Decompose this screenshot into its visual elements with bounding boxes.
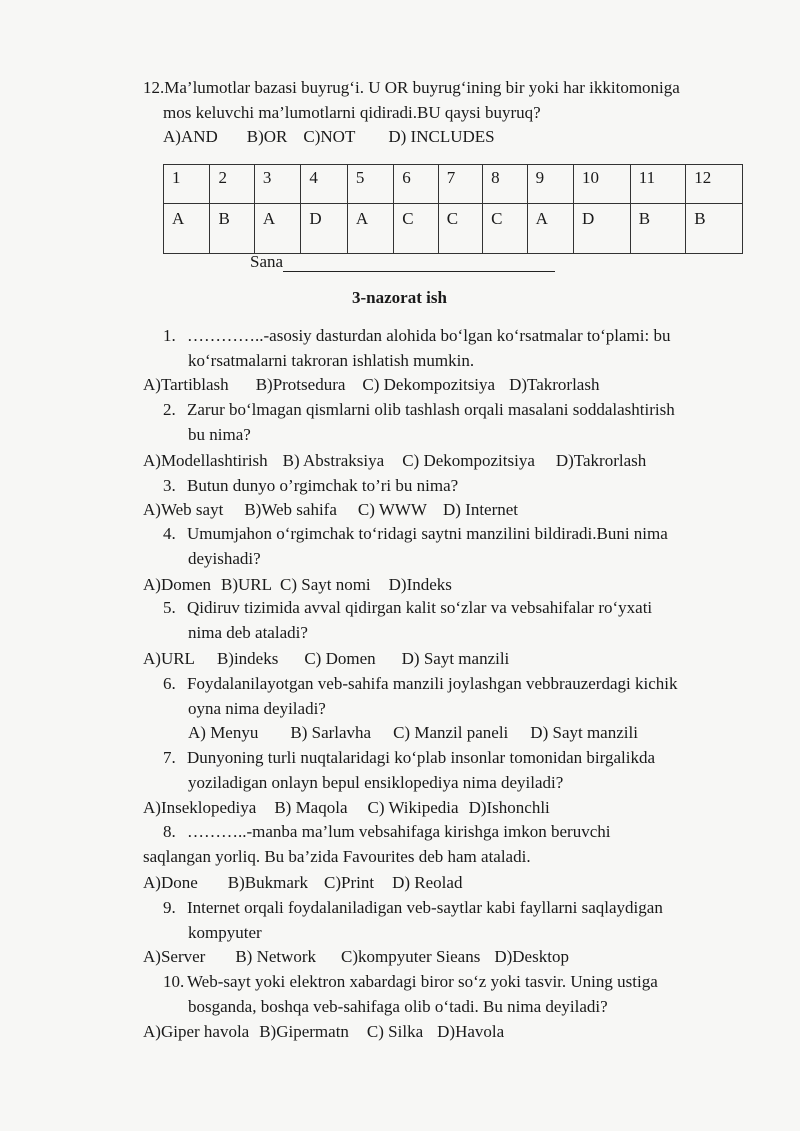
question-4-line2: deyishadi? [188,549,261,568]
question-8-line2: saqlangan yorliq. Bu ba’zida Favourites deb ham ataladi. [143,847,531,866]
q12-option-d: D) INCLUDES [388,127,495,146]
option-d: D) Internet [442,500,519,519]
table-cell: 11 [630,165,685,204]
table-cell: D [301,204,347,254]
question-text: ………..-manba ma’lum vebsahifaga kirishga imkon beruvchi [187,822,611,841]
option-c: C) Silka [366,1022,424,1041]
answer-table [163,164,743,254]
q12-option-c: C)NOT [303,127,356,146]
question-text: Qidiruv tizimida avval qidirgan kalit so‘zlar va vebsahifalar ro‘yxati [187,598,653,617]
question-1-line1 [163,326,670,346]
question-8-line1 [163,822,610,842]
table-cell: B [630,204,685,254]
question-10-line2: bosganda, boshqa veb-sahifaga olib o‘tadi. Bu nima deyiladi? [188,997,608,1016]
option-d: D)Takrorlash [509,375,600,394]
question-2-options [143,451,646,471]
table-cell: C [483,204,527,254]
question-10-options [143,1022,504,1042]
q12-options [163,127,495,147]
question-6-line1 [163,674,677,694]
option-c: C) Domen [304,649,376,668]
option-d: D)Takrorlash [555,451,647,470]
question-6-options [188,723,638,743]
table-cell: 3 [254,165,300,204]
question-2-line1 [163,400,675,420]
option-a: A)Giper havola [143,1022,250,1041]
q12-option-b: B)OR [246,127,288,146]
option-c: C)kompyuter Sieans [341,947,481,966]
question-3-line1 [163,476,458,496]
question-7-line2: yoziladigan onlayn bepul ensiklopediya nima deyiladi? [188,773,564,792]
question-text: Foydalanilayotgan veb-sahifa manzili joylashgan vebbrauzerdagi kichik [187,674,678,693]
option-b: B)URL [220,575,272,594]
table-cell: 6 [394,165,438,204]
option-a: A)Domen [143,575,211,594]
question-1-options [143,375,599,395]
question-text: Umumjahon o‘rgimchak to‘ridagi saytni manzilini bildiradi.Buni nima [187,524,668,543]
option-d: D)Havola [437,1022,505,1041]
table-cell: 10 [574,165,631,204]
table-cell: 9 [527,165,573,204]
question-number: 10. [163,972,185,991]
table-cell: 1 [164,165,210,204]
question-4-options [143,575,452,595]
option-b: B)Web sahifa [244,500,337,519]
option-a: A) Menyu [188,723,259,742]
question-8-options [143,873,462,893]
option-d: D) Reolad [392,873,463,892]
option-a: A)URL [143,649,195,668]
question-text: Zarur bo‘lmagan qismlarni olib tashlash orqali masalani soddalashtirish [187,400,675,419]
sana-underline [283,255,555,272]
option-c: C) Manzil paneli [393,723,509,742]
option-c: C) Dekompozitsiya [402,451,535,470]
option-b: B)Bukmark [227,873,309,892]
question-7-options [143,798,550,818]
table-cell: A [527,204,573,254]
option-b: B) Abstraksiya [282,451,385,470]
table-cell: C [438,204,482,254]
question-number: 9. [163,898,176,917]
question-number: 2. [163,400,176,419]
table-cell: A [164,204,210,254]
table-cell: B [686,204,743,254]
question-5-line2: nima deb ataladi? [188,623,308,642]
question-9-line2: kompyuter [188,923,262,942]
section-title: 3-nazorat ish [352,288,447,307]
question-number: 1. [163,326,176,345]
option-d: D)Indeks [388,575,452,594]
option-c: C) Dekompozitsiya [362,375,496,394]
answer-table-answer-row [164,204,743,254]
table-cell: 12 [686,165,743,204]
table-cell: B [210,204,254,254]
option-d: D)Ishonchli [468,798,550,817]
option-b: B) Network [235,947,317,966]
table-cell: 5 [347,165,393,204]
question-2-line2: bu nima? [188,425,251,444]
question-3-options [143,500,518,520]
option-a: A)Done [143,873,198,892]
option-b: B)Gipermatn [259,1022,349,1041]
question-text: Butun dunyo o’rgimchak to’ri bu nima? [187,476,459,495]
option-a: A)Inseklopediya [143,798,257,817]
question-text: Web-sayt yoki elektron xabardagi biror so‘z yoki tasvir. Uning ustiga [187,972,658,991]
question-10-line1 [163,972,658,992]
option-d: D) Sayt manzili [401,649,510,668]
sana-field [250,252,555,272]
question-number: 4. [163,524,176,543]
option-b: B)Protsedura [255,375,346,394]
option-d: D) Sayt manzili [530,723,638,742]
q12-option-a: A)AND [163,127,218,146]
answer-table-number-row [164,165,743,204]
q12-text-line1: 12.Ma’lumotlar bazasi buyrug‘i. U OR buyrug‘ining bir yoki har ikkitomoniga [143,78,680,97]
table-cell: 7 [438,165,482,204]
option-a: A)Tartiblash [143,375,229,394]
option-c: C) WWW [357,500,427,519]
question-text: …………..-asosiy dasturdan alohida bo‘lgan ko‘rsatmalar to‘plami: bu [187,326,671,345]
question-5-line1 [163,598,652,618]
question-number: 6. [163,674,176,693]
option-c: C) Wikipedia [367,798,459,817]
sana-label: Sana [250,252,284,271]
option-d: D)Desktop [494,947,569,966]
option-b: B) Sarlavha [290,723,372,742]
table-cell: A [254,204,300,254]
question-6-line2: oyna nima deyiladi? [188,699,326,718]
question-7-line1 [163,748,655,768]
question-number: 3. [163,476,176,495]
question-text: Dunyoning turli nuqtalaridagi ko‘plab insonlar tomonidan birgalikda [187,748,656,767]
question-5-options [143,649,509,669]
option-c: C) Sayt nomi [279,575,371,594]
question-number: 7. [163,748,176,767]
question-9-line1 [163,898,663,918]
question-number: 8. [163,822,176,841]
question-1-line2: ko‘rsatmalarni takroran ishlatish mumkin. [188,351,475,370]
question-number: 5. [163,598,176,617]
option-a: A)Web sayt [143,500,224,519]
table-cell: D [574,204,631,254]
q12-text-line2: mos keluvchi ma’lumotlarni qidiradi.BU qaysi buyruq? [163,103,541,122]
table-cell: 4 [301,165,347,204]
option-a: A)Modellashtirish [143,451,268,470]
table-cell: A [347,204,393,254]
option-c: C)Print [324,873,375,892]
table-cell: C [394,204,438,254]
table-cell: 2 [210,165,254,204]
question-9-options [143,947,569,967]
option-b: B) Maqola [274,798,348,817]
option-b: B)indeks [216,649,279,668]
question-text: Internet orqali foydalaniladigan veb-saytlar kabi fayllarni saqlaydigan [187,898,663,917]
option-a: A)Server [143,947,206,966]
question-4-line1 [163,524,668,544]
table-cell: 8 [483,165,527,204]
